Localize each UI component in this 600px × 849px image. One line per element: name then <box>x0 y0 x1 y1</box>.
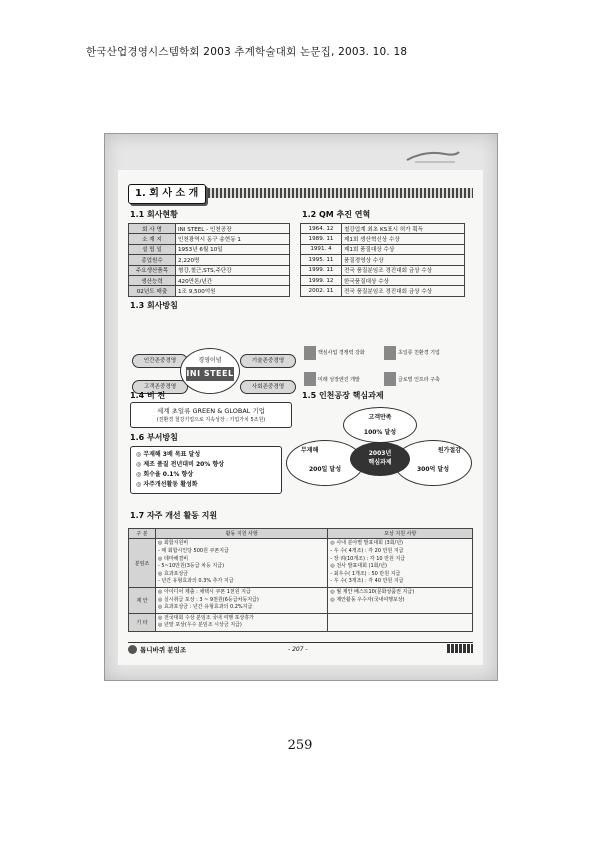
section-title-bar <box>208 188 473 198</box>
photo-icon <box>304 372 316 386</box>
row-date: 1989. 11 <box>301 234 342 244</box>
row-event: 전국 품질분임조 경진대회 금상 수상 <box>342 286 465 296</box>
initiative-4: 글로벌 인프라 구축 <box>398 377 440 383</box>
vision-line-2: (친환경 철강기업으로 지속성장 : 기업가치 5조원) <box>156 417 266 423</box>
col-header-activity: 활동 지원 사항 <box>156 529 328 539</box>
row-date: 1999. 11 <box>301 265 342 275</box>
core-center-year: 2003년 <box>368 450 392 457</box>
initiative-3: 미래 성장엔진 개발 <box>318 377 360 383</box>
row-category: 기 타 <box>129 613 156 631</box>
heading-support: 1.7 자주 개선 활동 지원 <box>130 511 218 520</box>
row-value: 인천광역시 동구 송현동 1 <box>176 234 290 244</box>
heading-qm-history: 1.2 QM 추진 연혁 <box>302 210 371 219</box>
row-event: 제1회 생산혁신상 수상 <box>342 234 465 244</box>
row-key: 회 사 명 <box>129 224 176 234</box>
row-date: 1991. 4 <box>301 244 342 254</box>
core-right-sub: 300억 달성 <box>416 466 449 473</box>
table-row <box>129 244 290 254</box>
policy-human: 인간존중경영 <box>132 354 188 368</box>
col-header-reward: 포상 지원 사항 <box>328 529 473 539</box>
row-event: 한국품질대상 수상 <box>342 275 465 285</box>
heading-company-status: 1.1 회사현황 <box>130 210 178 219</box>
ini-steel-logo: INI STEEL <box>186 367 234 381</box>
table-row <box>129 234 290 244</box>
table-row <box>129 539 473 588</box>
table-row <box>301 265 465 275</box>
heading-vision: 1.4 비 전 <box>130 391 166 400</box>
row-value: 1조 9,500억원 <box>176 286 290 296</box>
vision-line-1: 세계 초일류 GREEN & GLOBAL 기업 <box>156 407 266 415</box>
page-header: 한국산업경영시스템학회 2003 추계학술대회 논문집, 2003. 10. 18 <box>86 46 408 58</box>
row-category: 분임조 <box>129 539 156 588</box>
core-left-label: 무재해 <box>301 447 319 454</box>
heading-dept-policy: 1.6 부서방침 <box>130 433 178 442</box>
dept-policy-box <box>130 446 282 494</box>
row-key: 설 립 일 <box>129 244 176 254</box>
row-category: 제 안 <box>129 587 156 613</box>
core-right-label: 원가절감 <box>437 447 461 454</box>
page-number: 259 <box>287 738 313 753</box>
photo-icon <box>304 346 316 360</box>
photo-icon <box>384 372 396 386</box>
row-value: INI STEEL - 인천공장 <box>176 224 290 234</box>
document-content <box>118 170 483 665</box>
row-date: 1964. 12 <box>301 224 342 234</box>
policy-center-label: 경영이념 <box>198 357 222 364</box>
table-row <box>301 224 465 234</box>
list-item: ◎ 제조 품질 전년대비 20% 향상 <box>136 461 225 468</box>
barcode-mark <box>447 644 473 653</box>
initiative-2: 초일류 친환경 기업 <box>398 350 440 356</box>
row-value: 형강,철근,STS,주단강 <box>176 265 290 275</box>
table-row <box>129 255 290 265</box>
list-item: ◎ 자주개선활동 활성화 <box>136 481 198 488</box>
core-center-label: 핵심과제 <box>368 459 392 466</box>
policy-society: 사회존중경영 <box>240 380 296 394</box>
row-key: 종업원수 <box>129 255 176 265</box>
row-event: 제1회 품질대상 수상 <box>342 244 465 254</box>
gear-icon <box>128 645 137 654</box>
heading-core-tasks: 1.5 인천공장 핵심과제 <box>302 391 384 400</box>
company-status-table <box>128 223 290 297</box>
table-row <box>301 275 465 285</box>
row-key: 생산능력 <box>129 275 176 285</box>
row-reward: ◎ 사내 분야별 발표대회 (3회/년) - 우 수( 4개조) : 각 20 만원 지급 - 장 려(10개조) : 각 10 만원 지급 ◎ 전사 발표대회 (1회/년) - 최우수( 1개조) : 50 만원 지급 - 우 수( 3개조) : 각 40 만원 지급 <box>328 539 473 588</box>
table-row <box>301 286 465 296</box>
row-value: 1953년 6월 10일 <box>176 244 290 254</box>
policy-customer: 고객존중경영 <box>132 380 188 394</box>
inner-page-number: - 207 - <box>288 646 308 653</box>
policy-center-ellipse <box>180 348 240 394</box>
row-event: 전국 품질분임조 경진대회 금상 수상 <box>342 265 465 275</box>
row-date: 1999. 12 <box>301 275 342 285</box>
table-row <box>129 224 290 234</box>
logo-swoosh-icon <box>405 148 461 166</box>
heading-policy: 1.3 회사방침 <box>130 301 178 310</box>
table-row <box>129 286 290 296</box>
row-reward: ◎ 월 제안 베스트10(문화상품권 지급) ◎ 제안활동 우수자(국내여행포상) <box>328 587 473 613</box>
row-event: 품질경영상 수상 <box>342 255 465 265</box>
core-center-ellipse <box>350 442 410 476</box>
team-name: 톱니바퀴 분임조 <box>140 646 187 654</box>
table-row <box>129 275 290 285</box>
row-key: 02년도 매출 <box>129 286 176 296</box>
row-activity: ◎ 아이디어 제출 : 채택시 쿠폰 1천원 지급 ◎ 실시취급 포상 : 3 ~ 9천원(6등급차등지급) ◎ 효과포상금 : 년간 유형효과의 0.2%지급 <box>156 587 328 613</box>
section-title: 1. 회 사 소 개 <box>128 184 206 204</box>
col-header-category: 구 분 <box>129 529 156 539</box>
row-value: 420만톤/년간 <box>176 275 290 285</box>
support-table <box>128 528 473 632</box>
table-row <box>129 587 473 613</box>
row-event: 철강업계 최초 KS표시 허가 획득 <box>342 224 465 234</box>
table-row <box>129 613 473 631</box>
row-date: 1995. 11 <box>301 255 342 265</box>
row-reward <box>328 613 473 631</box>
core-top-sub: 100% 달성 <box>363 429 397 436</box>
table-row <box>301 234 465 244</box>
vision-box <box>130 402 292 428</box>
list-item: ◎ 회수율 0.1% 향상 <box>136 471 194 478</box>
table-row <box>301 244 465 254</box>
list-item: ◎ 무재해 3배 목표 달성 <box>136 451 201 458</box>
policy-technology: 기술존중경영 <box>240 354 296 368</box>
core-top-label: 고객만족 <box>368 414 392 421</box>
core-top-ellipse <box>343 407 417 443</box>
qm-history-table <box>300 223 465 297</box>
row-date: 2002. 11 <box>301 286 342 296</box>
initiative-1: 핵심사업 경쟁력 강화 <box>318 350 365 356</box>
row-value: 2,220명 <box>176 255 290 265</box>
row-activity: ◎ 회합지원비 - 매 회합시인당 500원 쿠폰지급 ◎ 테마해결비 - 5~10만원(3등급 차등 지급) ◎ 효과포상금 - 년간 유형효과의 0.3% 추가 지급 <box>156 539 328 588</box>
photo-icon <box>384 346 396 360</box>
row-key: 주요생산품목 <box>129 265 176 275</box>
table-row <box>301 255 465 265</box>
core-left-sub: 200일 달성 <box>308 466 341 473</box>
row-key: 소 재 지 <box>129 234 176 244</box>
row-activity: ◎ 전국대회 수상 분임조 국내 여행 포상휴가 ◎ 년말 포상(우수 분임조 시상금 지급) <box>156 613 328 631</box>
table-row <box>129 265 290 275</box>
